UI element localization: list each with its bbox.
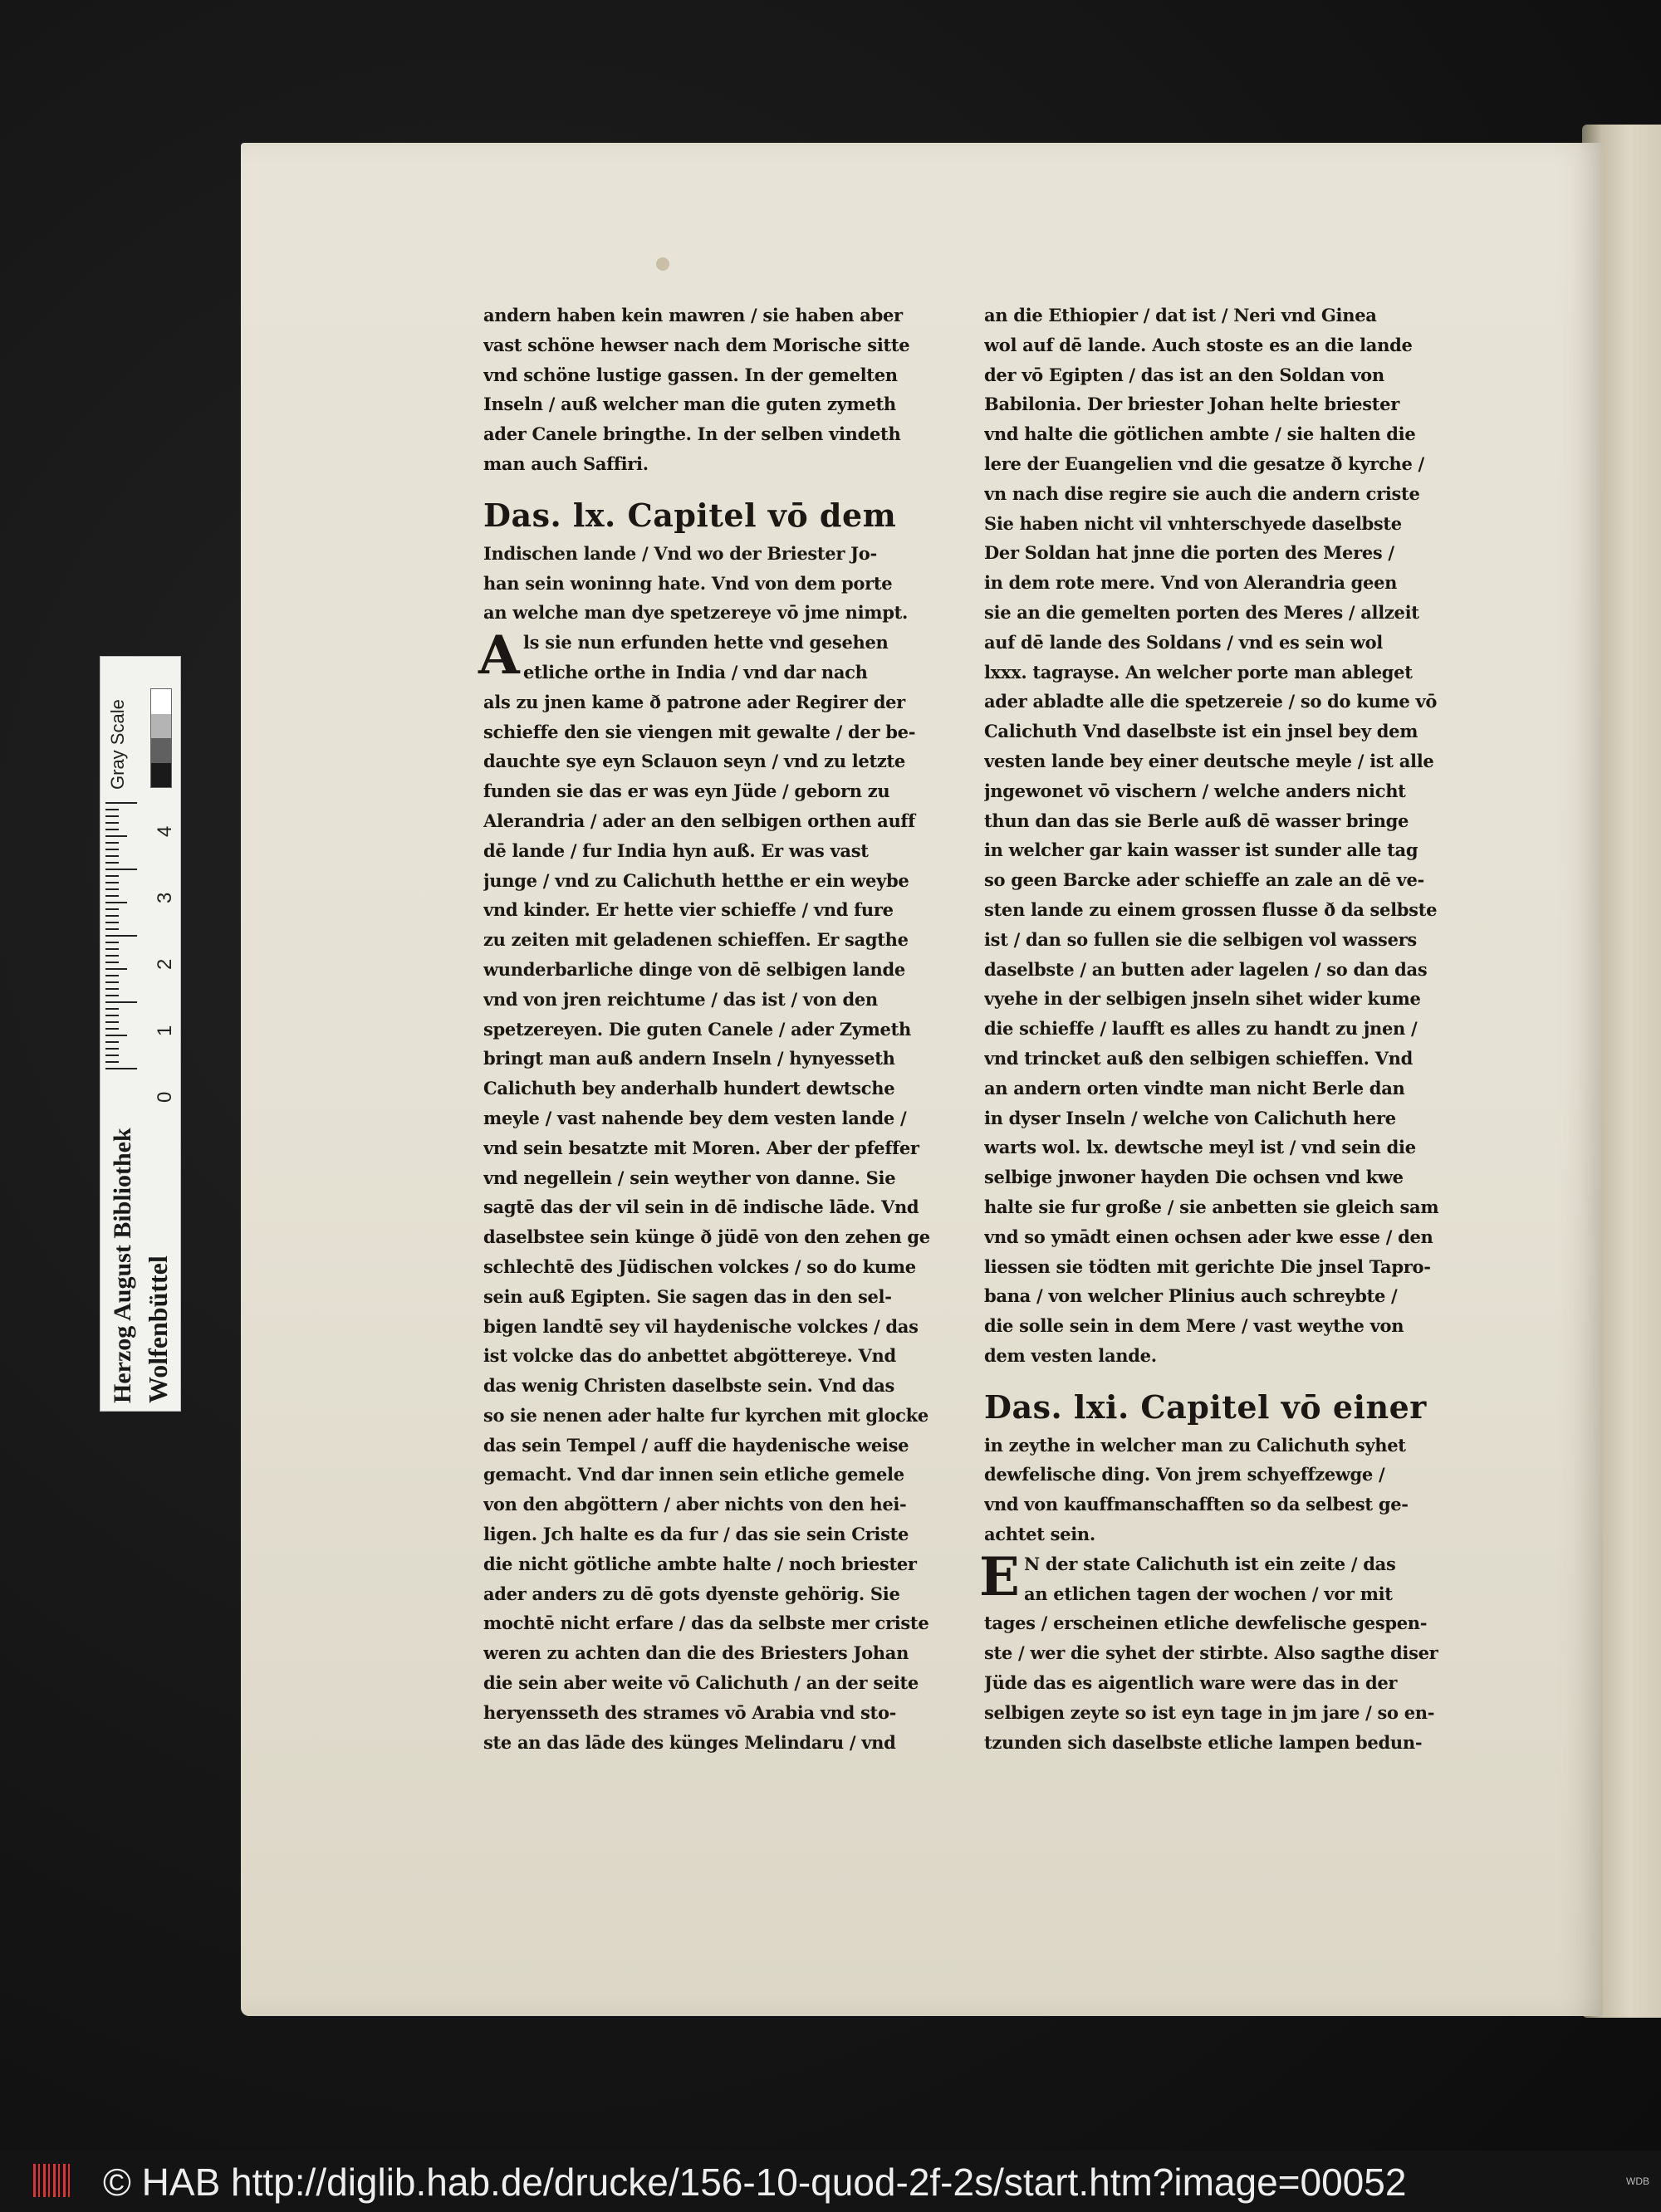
text-line: heryensseth des strames vō Arabia vnd sto- bbox=[483, 1701, 897, 1723]
text-line: schlechtē des Jüdischen volckes / so do kume bbox=[483, 1255, 916, 1277]
text-line: ste / wer die syhet der stirbte. Also sagthe diser bbox=[984, 1642, 1438, 1664]
text-line: auf dē lande des Soldans / vnd es sein wol bbox=[984, 631, 1383, 653]
chapter-subtitle-line: in zeythe in welcher man zu Calichuth syhet bbox=[984, 1434, 1406, 1456]
text-line: meyle / vast nahende bey dem vesten lande / bbox=[483, 1107, 907, 1128]
text-line: bigen landtē sey vil haydenische volckes / das bbox=[483, 1315, 919, 1337]
text-line: ader Canele bringthe. In der selben vindeth bbox=[483, 423, 901, 445]
text-line: dem vesten lande. bbox=[984, 1344, 1157, 1366]
text-line: ader anders zu dē gots dyenste gehörig. Sie bbox=[483, 1583, 900, 1604]
text-line: N der state Calichuth ist ein zeite / das bbox=[1024, 1553, 1396, 1574]
text-line: weren zu achten dan die des Briesters Johan bbox=[483, 1642, 909, 1664]
text-line: ligen. Jch halte es da fur / das sie sein Criste bbox=[483, 1524, 909, 1545]
text-line: vnd so ymādt einen ochsen ader kwe esse / den bbox=[984, 1226, 1433, 1247]
text-line: ls sie nun erfunden hette vnd gesehen bbox=[523, 632, 889, 653]
ruler-number: 3 bbox=[154, 892, 176, 903]
text-line: bana / von welcher Plinius auch schreybte / bbox=[984, 1285, 1398, 1307]
text-line: gemacht. Vnd dar innen sein etliche gemele bbox=[483, 1464, 904, 1485]
text-line: wol auf dē lande. Auch stoste es an die lande bbox=[984, 334, 1413, 355]
text-line: liessen sie tödten mit gerichte Die jnsel Tapro- bbox=[984, 1255, 1431, 1277]
text-line: selbige jnwoner hayden Die ochsen vnd kwe bbox=[984, 1167, 1404, 1188]
text-line: Sie haben nicht vil vnhterschyede daselbste bbox=[984, 512, 1402, 534]
text-line: dauchte sye eyn Sclauon seyn / vnd zu letzte bbox=[483, 751, 905, 772]
text-line: mochtē nicht erfare / das da selbste mer criste bbox=[483, 1613, 929, 1634]
text-line: ader abladte alle die spetzereie / so do kume vō bbox=[984, 691, 1438, 712]
text-line: vnd kinder. Er hette vier schieffe / vnd fure bbox=[483, 899, 894, 921]
text-line: vesten lande bey einer deutsche meyle / ist alle bbox=[984, 750, 1434, 771]
text-line: daselbste / an butten ader lagelen / so dan das bbox=[984, 958, 1428, 980]
text-line: das wenig Christen daselbste sein. Vnd das bbox=[483, 1375, 895, 1397]
text-line: vnd halte die götlichen ambte / sie halten die bbox=[984, 423, 1416, 445]
text-line: an die Ethiopier / dat ist / Neri vnd Ginea bbox=[984, 305, 1377, 325]
text-line: sten lande zu einem grossen flusse ð da selbste bbox=[984, 898, 1438, 920]
text-line: dē lande / fur India hyn auß. Er was vast bbox=[483, 839, 869, 861]
text-line: vnd trincket auß den selbigen schieffen. Vnd bbox=[984, 1047, 1413, 1069]
text-line: funden sie das er was eyn Jüde / geborn zu bbox=[483, 781, 890, 802]
text-line: von den abgöttern / aber nichts von den hei- bbox=[483, 1494, 907, 1515]
dropcap-paragraph bbox=[979, 1545, 1449, 1609]
text-line: die sein aber weite vō Calichuth / an der seite bbox=[483, 1672, 919, 1694]
text-line: das sein Tempel / auff die haydenische weise bbox=[483, 1434, 909, 1456]
text-line: Inseln / auß welcher man die guten zymeth bbox=[483, 394, 896, 415]
text-line: der vō Egipten / das ist an den Soldan von bbox=[984, 364, 1384, 385]
text-line: zu zeiten mit geladenen schieffen. Er sagthe bbox=[483, 929, 909, 951]
text-line: an etlichen tagen der wochen / vor mit bbox=[1024, 1583, 1393, 1604]
ruler-institution-name: Herzog August Bibliothek bbox=[109, 1128, 136, 1403]
text-line: spetzereyen. Die guten Canele / ader Zymeth bbox=[483, 1018, 911, 1040]
ruler-number: 0 bbox=[154, 1091, 176, 1103]
text-line: thun dan das sie Berle auß dē wasser bringe bbox=[984, 810, 1409, 831]
ruler-institution-city: Wolfenbüttel bbox=[143, 1255, 173, 1403]
chapter-subtitle-line: han sein woninng hate. Vnd von dem porte bbox=[483, 572, 893, 594]
text-line: in dem rote mere. Vnd von Alerandria geen bbox=[984, 572, 1398, 594]
text-line: man auch Saffiri. bbox=[483, 453, 649, 474]
dropcap-letter: A bbox=[478, 624, 520, 688]
text-line: jngewonet vō vischern / welche anders nicht bbox=[984, 780, 1406, 801]
text-line: vn nach dise regire sie auch die andern criste bbox=[984, 482, 1420, 504]
text-line: andern haben kein mawren / sie haben aber bbox=[483, 305, 903, 325]
text-line: als zu jnen kame ð patrone ader Regirer der bbox=[483, 691, 905, 712]
text-line: tages / erscheinen etliche dewfelische gespen- bbox=[984, 1613, 1428, 1634]
text-line: die schieffe / laufft es alles zu handt zu jnen / bbox=[984, 1018, 1418, 1040]
text-line: vast schöne hewser nach dem Morische sitte bbox=[483, 334, 910, 355]
right-text-column bbox=[979, 301, 1449, 1757]
ruler-number: 4 bbox=[154, 825, 176, 837]
text-line: in dyser Inseln / welche von Calichuth here bbox=[984, 1107, 1396, 1128]
footer-mark: WDB bbox=[1626, 2175, 1649, 2187]
text-line: an andern orten vindte man nicht Berle dan bbox=[984, 1077, 1405, 1099]
text-line: vnd schöne lustige gassen. In der gemelten bbox=[483, 364, 898, 385]
text-line: vnd sein besatzte mit Moren. Aber der pfeffer bbox=[483, 1137, 919, 1158]
text-line: in welcher gar kain wasser ist sunder alle tag bbox=[984, 839, 1418, 861]
ruler-number: 2 bbox=[154, 958, 176, 970]
text-line: halte sie fur große / sie anbetten sie gleich sam bbox=[984, 1196, 1439, 1217]
chapter-subtitle-line: vnd von kauffmanschafften so da selbest ge- bbox=[984, 1494, 1409, 1515]
text-line: etliche orthe in India / vnd dar nach bbox=[523, 661, 868, 683]
text-line: so geen Barcke ader schieffe an zale an dē ve- bbox=[984, 869, 1424, 891]
text-line: schieffe den sie viengen mit gewalte / der be- bbox=[483, 721, 916, 742]
chapter-subtitle-line: Indischen lande / Vnd wo der Briester Jo- bbox=[483, 542, 877, 564]
text-line: bringt man auß andern Inseln / hynyesseth bbox=[483, 1048, 895, 1069]
text-line: wunderbarliche dinge von dē selbigen lande bbox=[483, 958, 905, 980]
text-line: Calichuth Vnd daselbste ist ein jnsel bey dem bbox=[984, 721, 1418, 742]
chapter-subtitle-line: an welche man dye spetzereye vō jme nimpt. bbox=[483, 602, 909, 624]
text-line: vnd von jren reichtume / das ist / von den bbox=[483, 988, 878, 1010]
text-line: ist volcke das do anbettet abgöttereye. Vnd bbox=[483, 1345, 896, 1367]
text-line: Babilonia. Der briester Johan helte briester bbox=[984, 394, 1399, 415]
text-line: sagtē das der vil sein in dē indische lāde. Vnd bbox=[483, 1197, 919, 1218]
text-line: sie an die gemelten porten des Meres / allzeit bbox=[984, 601, 1419, 623]
chapter-heading: Das. lxi. Capitel vō einer bbox=[984, 1387, 1427, 1426]
text-line: Jüde das es aigentlich ware were das in der bbox=[984, 1672, 1398, 1694]
text-line: ist / dan so fullen sie die selbigen vol wassers bbox=[984, 928, 1417, 950]
chapter-subtitle-line: achtet sein. bbox=[984, 1524, 1095, 1545]
hab-logo-icon bbox=[33, 2164, 71, 2197]
text-line: Calichuth bey anderhalb hundert dewtsche bbox=[483, 1078, 895, 1099]
gray-scale-label: Gray Scale bbox=[107, 699, 128, 790]
text-line: vyehe in der selbigen jnseln sihet wider kume bbox=[984, 988, 1421, 1010]
text-line: so sie nenen ader halte fur kyrchen mit glocke bbox=[483, 1404, 928, 1426]
text-line: Alerandria / ader an den selbigen orthen auff bbox=[483, 810, 915, 831]
text-line: sein auß Egipten. Sie sagen das in den sel- bbox=[483, 1285, 892, 1307]
text-line: tzunden sich daselbste etliche lampen bedun- bbox=[984, 1731, 1423, 1753]
text-line: lere der Euangelien vnd die gesatze ð kyrche / bbox=[984, 453, 1424, 474]
text-line: die solle sein in dem Mere / vast weythe von bbox=[984, 1315, 1404, 1337]
text-line: ste an das lāde des künges Melindaru / vnd bbox=[483, 1731, 896, 1753]
text-line: die nicht götliche ambte halte / noch briester bbox=[483, 1553, 917, 1574]
footer-copyright-url[interactable]: © HAB http://diglib.hab.de/drucke/156-10-quod-2f-2s/start.htm?image=00052 bbox=[103, 2161, 1407, 2204]
ruler-number: 1 bbox=[154, 1025, 176, 1036]
text-line: Der Soldan hat jnne die porten des Meres / bbox=[984, 542, 1394, 564]
text-line: warts wol. lx. dewtsche meyl ist / vnd sein die bbox=[984, 1137, 1416, 1158]
chapter-subtitle-line: dewfelische ding. Von jrem schyeffzewge / bbox=[984, 1464, 1385, 1485]
left-text-column bbox=[478, 301, 948, 1757]
chapter-heading: Das. lx. Capitel vō dem bbox=[483, 496, 897, 534]
text-line: daselbstee sein künge ð jüdē von den zehen ge bbox=[483, 1226, 930, 1248]
dropcap-letter: E bbox=[979, 1545, 1020, 1608]
text-line: selbigen zeyte so ist eyn tage in jm jare / so en- bbox=[984, 1701, 1435, 1723]
text-line: junge / vnd zu Calichuth hetthe er ein weybe bbox=[483, 869, 909, 891]
text-line: vnd negellein / sein weyther von danne. Sie bbox=[483, 1167, 896, 1188]
text-line: lxxx. tagrayse. An welcher porte man ableget bbox=[984, 661, 1413, 683]
dropcap-paragraph bbox=[478, 624, 948, 688]
paper-stain bbox=[656, 257, 669, 271]
